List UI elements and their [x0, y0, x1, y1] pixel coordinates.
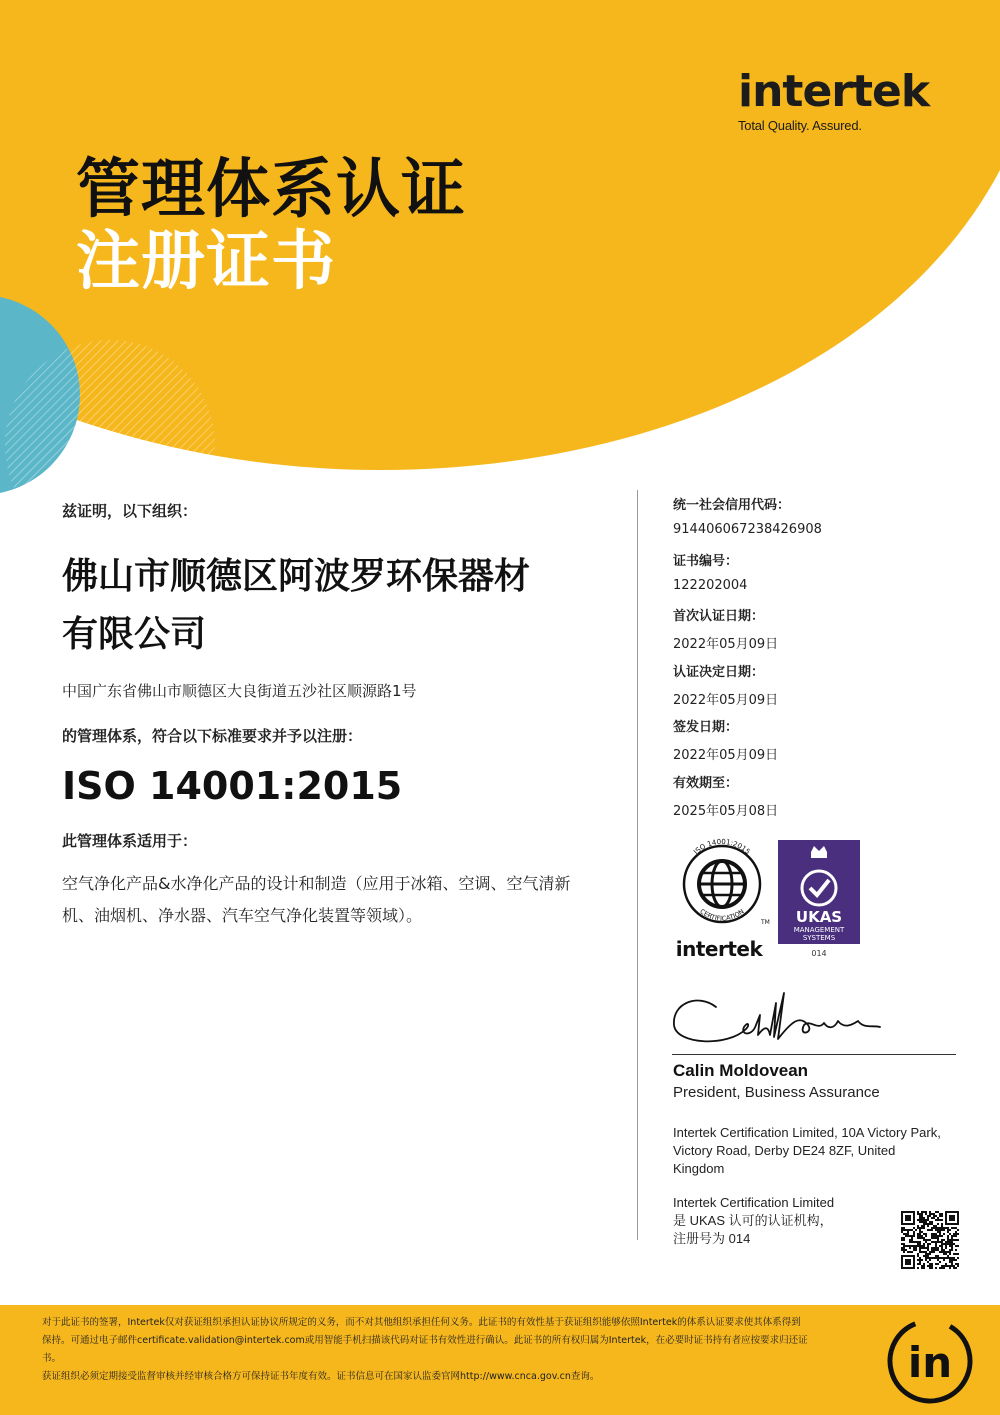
signatory-name: Calin Moldovean: [673, 1061, 809, 1080]
detail-value: 2025年05月08日: [673, 804, 779, 819]
intertek-logo: [738, 68, 938, 133]
accreditation-statement: [673, 1194, 883, 1248]
footer-line4: 获证组织必须定期接受监督审核并经审核合格方可保持证书年度有效。证书信息可在国家认监委官网http://www.cnca.gov.cn查询。: [42, 1371, 600, 1382]
detail-label: 认证决定日期：: [673, 665, 765, 680]
organization-name-line1: 佛山市顺德区阿波罗环保器材: [62, 556, 531, 597]
footer-line3: 书。: [42, 1353, 62, 1364]
footer-line1: 对于此证书的签署，Intertek仅对获证组织承担认证协议所规定的义务，而不对其他组织承担任何义务。此证书的有效性基于获证组织能够依照Intertek的体系认证要求使其体系得到: [42, 1317, 801, 1328]
scope-line2: 机、油烟机、净水器、汽车空气净化装置等领域）。: [62, 906, 423, 925]
ukas-line1: MANAGEMENT: [793, 926, 845, 934]
detail-label: 首次认证日期：: [673, 609, 765, 624]
iso-certification-badge: [672, 838, 772, 962]
scope-line1: 空气净化产品&水净化产品的设计和制造（应用于冰箱、空调、空气清新: [62, 874, 571, 893]
column-divider: [637, 490, 638, 1240]
footer-disclaimer: [42, 1314, 852, 1386]
qr-code-icon: [901, 1211, 959, 1269]
signature-image: [668, 985, 898, 1051]
organization-address: 中国广东省佛山市顺德区大良街道五沙社区顺源路1号: [62, 682, 417, 700]
accreditation-line1: Intertek Certification Limited: [673, 1195, 835, 1210]
logo-wordmark: intertek: [738, 66, 930, 117]
iso-badge-brand: intertek: [675, 937, 763, 961]
accreditation-line2: 是 UKAS 认可的认证机构，: [673, 1213, 833, 1228]
signature-line: [672, 1054, 956, 1055]
emblem-text: in: [907, 1338, 953, 1387]
intertek-in-emblem-icon: [886, 1317, 974, 1405]
detail-credit-code: [673, 494, 973, 537]
detail-label: 有效期至：: [673, 776, 739, 791]
ukas-number: 014: [811, 949, 827, 958]
ukas-title: UKAS: [795, 908, 843, 926]
detail-certificate-number: [673, 550, 973, 593]
detail-value: 2022年05月09日: [673, 748, 779, 763]
detail-label: 统一社会信用代码：: [673, 498, 791, 513]
scope-text: [62, 868, 602, 932]
detail-value: 122202004: [673, 578, 748, 593]
svg-text:CERTIFICATION: [698, 907, 745, 922]
iso-tm: TM: [761, 919, 770, 926]
detail-value: 914406067238426908: [673, 522, 822, 537]
standard-intro: 的管理体系，符合以下标准要求并予以注册：: [62, 727, 363, 745]
detail-expiry-date: [673, 772, 973, 819]
detail-label: 证书编号：: [673, 554, 739, 569]
detail-issue-date: [673, 716, 973, 763]
detail-value: 2022年05月09日: [673, 637, 779, 652]
certificate-title-line2: 注册证书: [76, 225, 336, 299]
iso-ring-text: ISO 14001:2015: [692, 838, 752, 857]
standard-name: ISO 14001:2015: [62, 764, 403, 808]
organization-name: [62, 548, 632, 664]
organization-name-line2: 有限公司: [62, 614, 207, 655]
detail-label: 签发日期：: [673, 720, 739, 735]
intro-label: 兹证明，以下组织：: [62, 502, 198, 520]
logo-tagline: Total Quality. Assured.: [738, 118, 862, 133]
detail-decision-date: [673, 661, 973, 708]
certifier-address: Intertek Certification Limited, 10A Victory Park, Victory Road, Derby DE24 8ZF, United Kingdom: [673, 1125, 941, 1176]
signatory-title: President, Business Assurance: [673, 1084, 880, 1101]
detail-first-certification-date: [673, 605, 973, 652]
accreditation-line3: 注册号为 014: [673, 1231, 751, 1246]
scope-label: 此管理体系适用于：: [62, 832, 198, 850]
iso-ring-bottom-text: CERTIFICATION: [698, 907, 746, 923]
detail-value: 2022年05月09日: [673, 693, 779, 708]
certificate-title-line1: 管理体系认证: [76, 153, 466, 227]
ukas-line2: SYSTEMS: [802, 934, 836, 942]
ukas-badge: [778, 840, 862, 960]
footer-line2: 保持。可通过电子邮件certificate.validation@intertek.com或用智能手机扫描该代码对证书有效性进行确认。此证书的所有权归属为Intertek，在必要时证书持有者应按要求归还证: [42, 1335, 808, 1346]
